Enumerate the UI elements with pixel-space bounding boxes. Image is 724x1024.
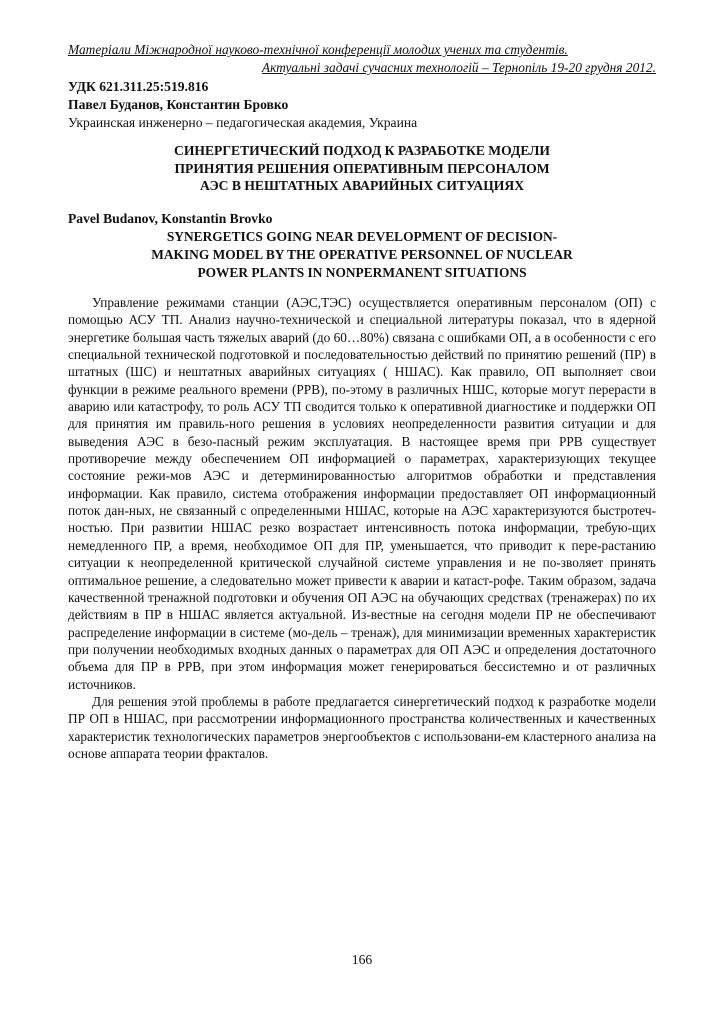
udc-code: УДК 621.311.25:519.816 [68,79,209,94]
title-ru-line: АЭС В НЕШТАТНЫХ АВАРИЙНЫХ СИТУАЦИЯХ [199,178,525,193]
title-ru-line: ПРИНЯТИЯ РЕШЕНИЯ ОПЕРАТИВНЫМ ПЕРСОНАЛОМ [174,160,550,176]
running-header-line-1: Матеріали Міжнародної науково-технічної конференції молодих учених та студентів. [68,42,568,57]
title-ru [68,142,656,195]
body-paragraph: Для решения этой проблемы в работе предлагается синергетический подход к разработке модели ПР ОП в НШАС, при рассмотрении информационного пространства количественных и качественных характеристик технологических параметров энергообъектов с использовани-ем кластерного анализа на основе аппарата теории фракталов. [68,693,656,761]
running-header-line-2: Актуальні задачі сучасних технологій – Тернопіль 19-20 грудня 2012. [261,60,656,75]
title-en-line: MAKING MODEL BY THE OPERATIVE PERSONNEL OF NUCLEAR [151,247,573,262]
body-paragraph: Управление режимами станции (АЭС,ТЭС) осуществляется оперативным персоналом (ОП) с помощью АСУ ТП. Анализ научно-технической и специальной литературы показал, что в ядерной энергетике большая часть тяжелых аварий (до 60…80%) связана с ошибками ОП, а в особенности с его специальной технической подготовкой и последовательностью действий по принятию решений (ПР) в штатных (ШС) и нештатных аварийных ситуациях ( НШАС). Как правило, ОП выполняет свои функции в режиме реального времени (РРВ), по-этому в различных НШС, которые могут перерасти в аварию или катастрофу, то роль АСУ ТП сводится только к оперативной диагностике и поддержки ОП для принятия им правиль-ного решения в условиях неопределенности развития ситуации и для выведения АЭС в безо-пасный режим эксплуатация. В настоящее время при РРВ существует противоречие между обеспечением ОП информацией о параметрах, характеризующих текущее состояние режи-мов АЭС и детерминированностью алгоритмов обработки и представления информации. Как правило, система отображения информации предоставляет ОП информационный поток дан-ных, не связанный с определенными НШАС, которые на АЭС характеризуются быстротеч-ностью. При развитии НШАС резко возрастает интенсивность потока информации, требую-щих немедленного ПР, а время, необходимое ОП для ПР, уменьшается, что приводит к пере-растанию ситуации к неопределенной критической случайной системе управления и не по-зволяет принять оптимальное решение, а следовательно может привести к аварии и катаст-рофе. Таким образом, задача качественной тренажной подготовки и обучения ОП АЭС на обучающих средствах (тренажерах) по их действиям в ПР в НШАС является актуальной. Из-вестные на сегодня модели ПР не обеспечивают распределение информации в системе (мо-дель – тренаж), для минимизации временных характеристик при получении необходимых входных данных о параметрах для ОП АЭС и определения достаточного объема для ПР в РРВ, при этом информация может генерироваться бессистемно и от различных источников. [68,295,656,692]
title-en [68,228,656,282]
body-text [68,294,656,762]
institution: Украинская инженерно – педагогическая академия, Украина [68,115,418,130]
title-en-line: POWER PLANTS IN NONPERMANENT SITUATIONS [197,265,527,280]
title-ru-line: СИНЕРГЕТИЧЕСКИЙ ПОДХОД К РАЗРАБОТКЕ МОДЕЛИ [174,143,550,158]
page-number: 166 [351,952,373,967]
authors-en: Pavel Budanov, Konstantin Brovko [68,211,273,226]
title-en-line: SYNERGETICS GOING NEAR DEVELOPMENT OF DECISION- [166,229,558,244]
authors-ru: Павел Буданов, Константин Бровко [68,97,289,112]
